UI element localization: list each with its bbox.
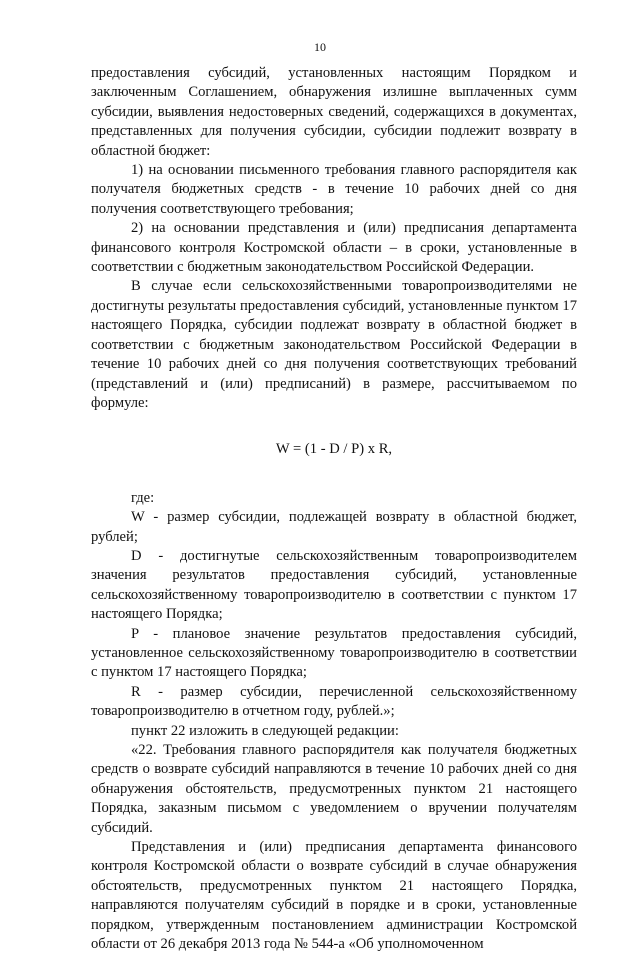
definition-d: D - достигнутые сельскохозяйственным товаропроизводителем значения результатов предоставления субсидий, установленные сельскохозяйственному товаропроизводителю в соответствии с пунктом 17 настоящего Порядка; (91, 547, 577, 623)
formula: W = (1 - D / P) x R, (275, 441, 393, 458)
definition-w: W - размер субсидии, подлежащей возврату в областной бюджет, рублей; (91, 509, 577, 545)
paragraph-item-2: 2) на основании представления и (или) предписания департамента финансового контроля Костромской области – в сроки, установленные в соответствии с бюджетным законодательством Российской Федерации. (91, 220, 577, 276)
paragraph-item-1: 1) на основании письменного требования главного распорядителя как получателя бюджетных средств - в течение 10 рабочих дней со дня получения соответствующего требования; (91, 162, 577, 217)
paragraph-22-representations: Представления и (или) предписания департамента финансового контроля Костромской области о возврате субсидий в случае обнаружения обстоятельств, предусмотренных пунктом 21 настоящего Порядка, направляются получателям субсидий в порядке и в сроки, установленные порядком, утвержденным постановлением администрации Костромской области от 26 декабря 2013 года № 544-а «Об уполномоченном (91, 839, 577, 953)
paragraph-intro-continued: предоставления субсидий, установленных настоящим Порядком и заключенным Соглашением, обнаружения излишне выплаченных сумм субсидии, выявления недостоверных сведений, содержащихся в документах, представленных для получения субсидии, субсидии подлежит возврату в областной бюджет: (91, 65, 577, 159)
document-body (91, 64, 577, 954)
definition-p: P - плановое значение результатов предоставления субсидий, установленное сельскохозяйственному товаропроизводителю в соответствии с пунктом 17 настоящего Порядка; (91, 625, 577, 681)
definition-r: R - размер субсидии, перечисленной сельскохозяйственному товаропроизводителю в отчетном году, рублей.»; (91, 683, 577, 720)
paragraph-where: где: (131, 489, 155, 506)
paragraph-22-text: «22. Требования главного распорядителя как получателя бюджетных средств о возврате субсидий направляются в течение 10 рабочих дней со дня обнаружения обстоятельств, предусмотренных пунктом 21 настоящего Порядка, заказным письмом с уведомлением о вручении получателям субсидий. (91, 742, 577, 836)
paragraph-return-condition: В случае если сельскохозяйственными товаропроизводителями не достигнуты результаты предоставления субсидий, установленные пунктом 17 настоящего Порядка, субсидии подлежат возврату в областной бюджет в соответствии с бюджетным законодательством Российской Федерации в течение 10 рабочих дней со дня получения соответствующих требований (представлений и (или) предписаний) в размере, рассчитываемом по формуле: (91, 278, 577, 411)
page-number: 10 (314, 40, 326, 54)
paragraph-amend-22: пункт 22 изложить в следующей редакции: (131, 722, 399, 739)
